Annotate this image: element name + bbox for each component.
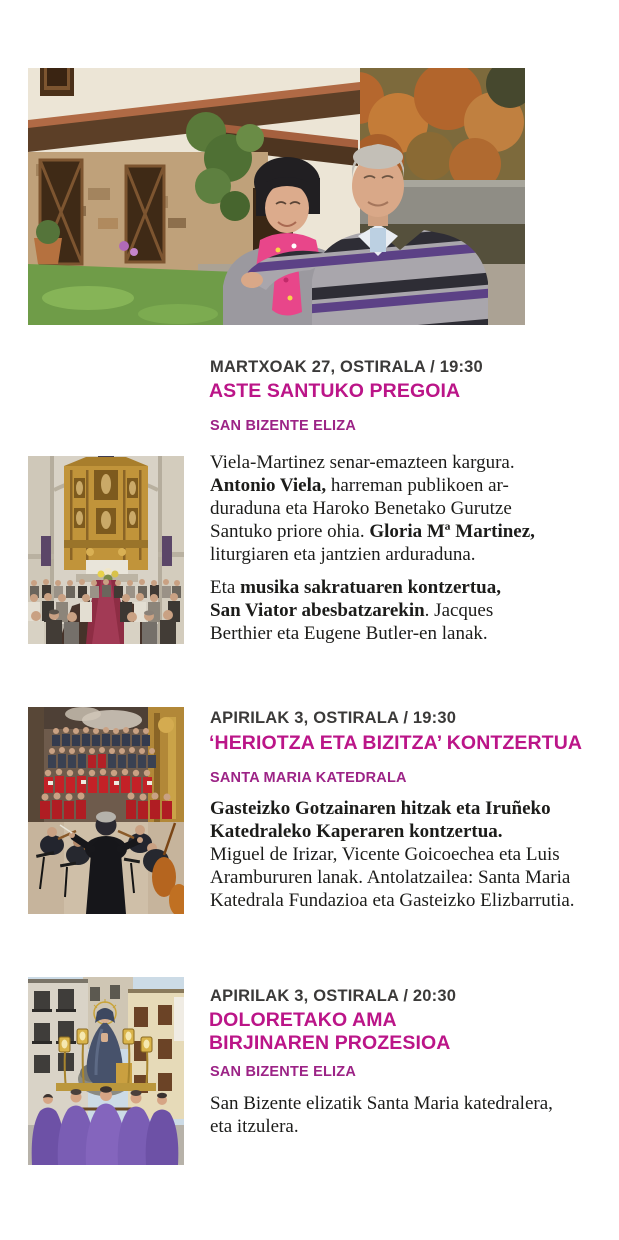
event-title bbox=[209, 380, 460, 403]
church-interior-photo bbox=[28, 456, 184, 644]
church-interior-illustration bbox=[28, 456, 184, 644]
event-description bbox=[210, 451, 619, 655]
body-paragraph: Viela-Martinez senar-emazteen kargura. Antonio Viela, harreman publikoen ar- duraduna eta Haroko Benetako Gurutze Santuko priore ohia. Gloria Mª Martinez, liturgiaren eta jantzien arduraduna. bbox=[210, 452, 535, 565]
event-date: APIRILAK 3, OSTIRALA / 20:30 bbox=[210, 987, 457, 1005]
body-paragraph: Eta musika sakratuaren kontzertua, San Viator abesbatzarekin. Jacques Berthier eta Eugene Butler-en lanak. bbox=[210, 577, 501, 644]
event-venue: SAN BIZENTE ELIZA bbox=[210, 418, 356, 434]
body-paragraph: Gasteizko Gotzainaren hitzak eta Iruñeko Katedraleko Kaperaren kontzertua. Miguel de Irizar, Vicente Goicoechea eta Luis Arambururen lanak. Antolatzailea: Santa Maria Katedrala Fundazioa eta Gasteizko Elizbarrutia. bbox=[210, 798, 575, 911]
event-title-text: ‘HERIOTZA ETA BIZITZA’ KONTZERTUA bbox=[209, 732, 583, 754]
choir-orchestra-illustration bbox=[28, 707, 184, 914]
couple-photo-illustration bbox=[28, 68, 525, 325]
procession-illustration bbox=[28, 977, 184, 1165]
event-date: MARTXOAK 27, OSTIRALA / 19:30 bbox=[210, 358, 483, 376]
event-description bbox=[210, 1092, 619, 1148]
event-venue: SAN BIZENTE ELIZA bbox=[210, 1064, 356, 1080]
couple-photo bbox=[28, 68, 525, 325]
event-title-text: ASTE SANTUKO PREGOIA bbox=[209, 380, 461, 402]
event-title-line1: DOLORETAKO AMA bbox=[209, 1009, 397, 1031]
event-venue: SANTA MARIA KATEDRALA bbox=[210, 770, 407, 786]
event-title-line2: BIRJINAREN PROZESIOA bbox=[209, 1032, 451, 1054]
body-paragraph: San Bizente elizatik Santa Maria katedralera, eta itzulera. bbox=[210, 1093, 553, 1137]
event-date: APIRILAK 3, OSTIRALA / 19:30 bbox=[210, 709, 457, 727]
procession-photo bbox=[28, 977, 184, 1165]
event-title bbox=[209, 732, 582, 755]
choir-orchestra-photo bbox=[28, 707, 184, 914]
event-title bbox=[209, 1009, 450, 1055]
event-description bbox=[210, 797, 619, 922]
